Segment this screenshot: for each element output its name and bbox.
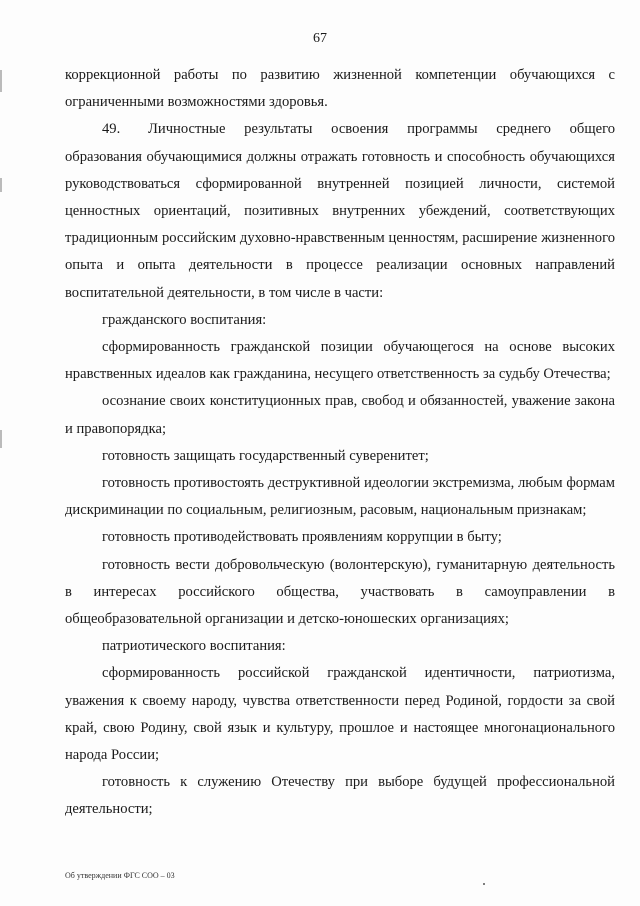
list-item: готовность к служению Отечеству при выборе будущей профессиональной деятельности;: [65, 774, 615, 818]
page-number: 67: [313, 31, 327, 46]
paragraph: коррекционной работы по развитию жизненной компетенции обучающихся с ограниченными возможностями здоровья.: [65, 67, 615, 111]
list-item: готовность противодействовать проявлениям коррупции в быту;: [102, 529, 502, 546]
scan-edge-mark: [0, 430, 2, 448]
list-item: осознание своих конституционных прав, свобод и обязанностей, уважение закона и правопорядка;: [65, 393, 615, 437]
section-heading: патриотического воспитания:: [102, 638, 286, 655]
list-item: готовность защищать государственный суверенитет;: [102, 447, 429, 464]
paragraph-text: Личностные результаты освоения программы среднего общего образования обучающимися должны отражать готовность и способность обучающихся руководствоваться сформированной внутренней позицией личности, системой ценностных ориентаций, позитивных внутренних убеждений, соответствующих традиционным российским духовно-нравственным ценностям, расширение жизненного опыта и опыта деятельности в процессе реализации основных направлений воспитательной деятельности, в том числе в части:: [65, 121, 615, 301]
scan-edge-mark: [0, 178, 2, 192]
list-item: сформированность российской гражданской идентичности, патриотизма, уважения к своему народу, чувства ответственности перед Родиной, гордости за свой край, свою Родину, свой язык и культуру, прошлое и настоящее многонационального народа России;: [65, 665, 615, 764]
numbered-paragraph: [65, 116, 615, 306]
scan-speck: [483, 883, 485, 885]
scan-edge-mark: [0, 70, 2, 92]
list-item: готовность вести добровольческую (волонтерскую), гуманитарную деятельность в интересах российского общества, участвовать в самоуправлении в общеобразовательной организации и детско-юношеских организациях;: [65, 556, 615, 628]
list-item: сформированность гражданской позиции обучающегося на основе высоких нравственных идеалов как гражданина, несущего ответственность за судьбу Отечества;: [65, 339, 615, 383]
point-number: 49.: [102, 121, 121, 138]
page-footer: Об утверждении ФГС СОО – 03: [65, 871, 175, 880]
document-body: [65, 62, 615, 824]
section-heading: гражданского воспитания:: [102, 311, 267, 328]
list-item: готовность противостоять деструктивной идеологии экстремизма, любым формам дискриминации по социальным, религиозным, расовым, национальным признакам;: [65, 475, 615, 519]
